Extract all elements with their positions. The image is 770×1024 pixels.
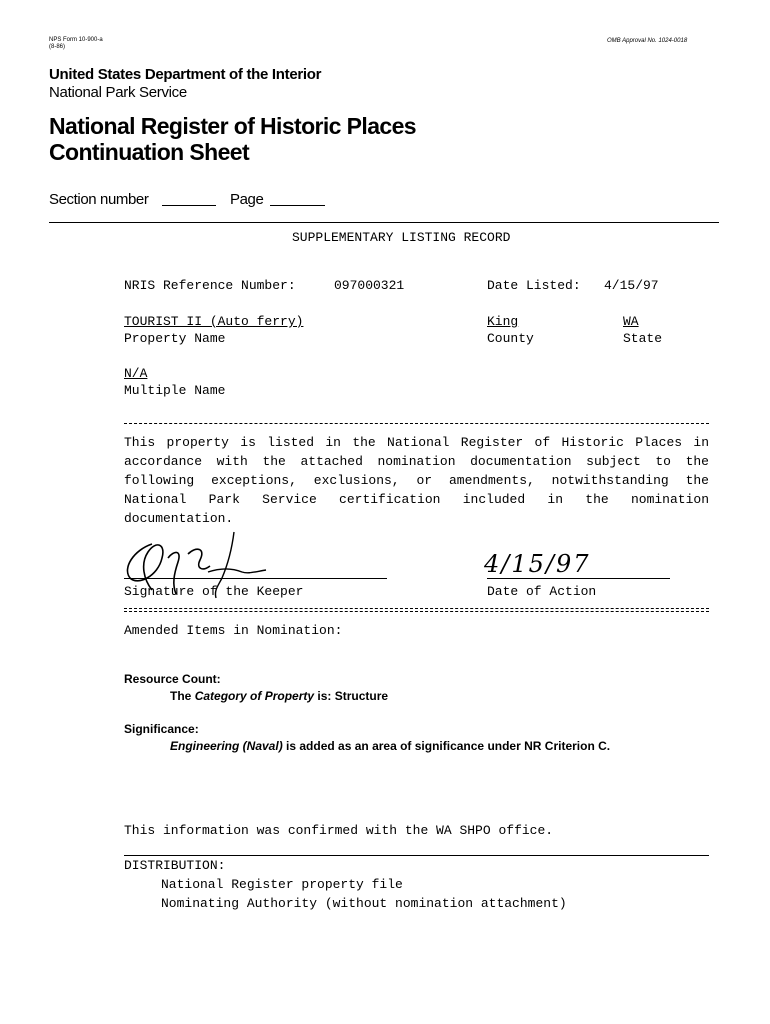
distribution-item: National Register property file [161,877,403,892]
distribution-item: Nominating Authority (without nomination attachment) [161,896,567,911]
record-heading: SUPPLEMENTARY LISTING RECORD [292,230,511,245]
date-of-action-line [487,578,670,579]
property-name: TOURIST II (Auto ferry) [124,314,304,329]
keeper-signature-label: Signature of the Keeper [124,584,304,599]
resource-count-line [170,689,388,703]
resource-count-value: is: Structure [317,689,389,703]
property-name-label: Property Name [124,331,226,346]
handwritten-date: 4/15/97 [484,550,591,578]
service-name: National Park Service [49,84,187,101]
department-name: United States Department of the Interior [49,66,322,83]
significance-heading: Significance: [124,722,199,736]
form-date: (8-86) [49,44,66,50]
resource-count-heading: Resource Count: [124,672,221,686]
keeper-signature-line [124,578,387,579]
page-blank [270,205,325,206]
nris-value: 097000321 [334,278,405,293]
multiple-name-label: Multiple Name [124,383,226,398]
listing-statement: This property is listed in the National Register of Historic Places in accordance with the attached nomination documentation subject to the following exceptions, exclusions, or amendments, notwithstanding the National Park Service certification included in the nomination documentation. [124,435,709,526]
date-listed-label: Date Listed: [487,278,581,293]
page-title: National Register of Historic Places [49,113,416,139]
state-label: State [623,331,663,346]
resource-count-category: Category of Property [194,689,315,703]
distribution-heading: DISTRIBUTION: [124,858,226,873]
confirmation-text: This information was confirmed with the WA SHPO office. [124,823,554,838]
significance-line [170,739,610,753]
header-divider [49,222,719,223]
date-of-action-label: Date of Action [487,584,597,599]
distribution-divider [124,855,709,856]
multiple-name: N/A [124,366,148,381]
county-label: County [487,331,534,346]
state: WA [623,314,639,329]
section-number-blank [162,205,216,206]
double-divider [124,608,709,612]
significance-area: Engineering (Naval) [170,739,283,753]
county: King [487,314,519,329]
form-number: NPS Form 10-900-a [49,37,103,43]
page-subtitle: Continuation Sheet [49,139,250,165]
dashed-divider [124,423,709,424]
page-label: Page [230,191,264,208]
section-number-label: Section number [49,191,149,208]
date-listed-value: 4/15/97 [604,278,659,293]
nris-label: NRIS Reference Number: [124,278,296,293]
significance-text: is added as an area of significance under NR Criterion C. [286,739,611,753]
amended-items-label: Amended Items in Nomination: [124,623,343,638]
omb-approval: OMB Approval No. 1024-0018 [607,38,688,44]
resource-count-prefix: The [170,689,192,703]
